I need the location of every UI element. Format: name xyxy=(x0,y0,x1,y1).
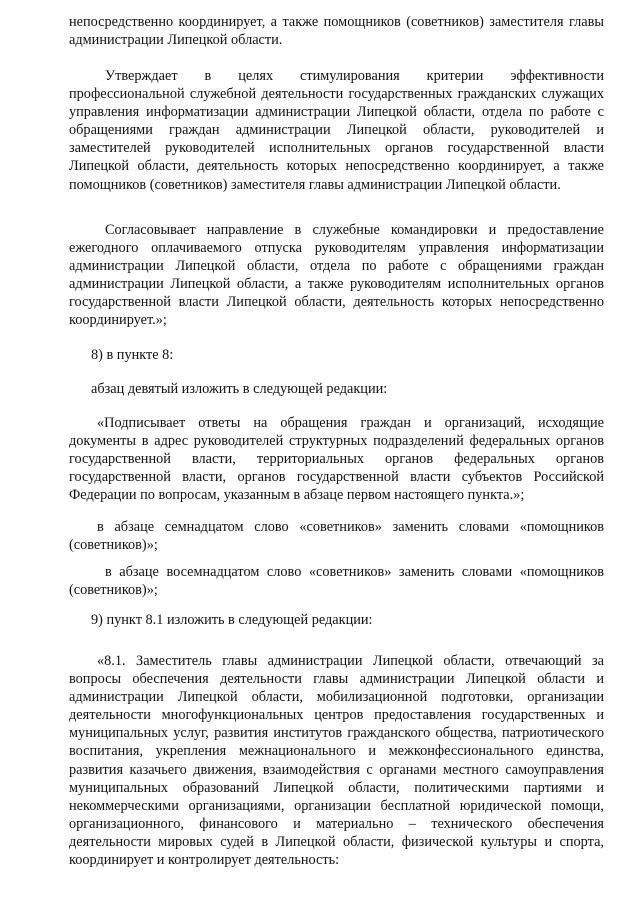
paragraph-abzac-9: абзац девятый изложить в следующей редакции: xyxy=(91,381,388,397)
paragraph-criteria: Утверждает в целях стимулирования критерии эффективности профессиональной служебной деятельности государственных гражданских служащих управления информатизации администрации Липецкой области, отдела по работе с обращениями граждан администрации Липецкой области, руководителей и заместителей руководителей исполнительных органов государственной власти Липецкой области, деятельность которых непосредственно координирует, а также помощников (советников) заместителя главы администрации Липецкой области. xyxy=(69,68,604,193)
paragraph-item-8: 8) в пункте 8: xyxy=(91,347,174,363)
paragraph-abzac-17: в абзаце семнадцатом слово «советников» заменить словами «помощников (советников)»; xyxy=(69,519,604,554)
paragraph-item-9: 9) пункт 8.1 изложить в следующей редакции: xyxy=(91,612,373,628)
paragraph-abzac-18: в абзаце восемнадцатом слово «советников» заменить словами «помощников (советников)»; xyxy=(69,564,604,599)
paragraph-continuation: непосредственно координирует, а также помощников (советников) заместителя главы администрации Липецкой области. xyxy=(69,14,604,49)
paragraph-signs-responses: «Подписывает ответы на обращения граждан и организаций, исходящие документы в адрес руководителей структурных подразделений федеральных органов государственной власти, территориальных органов федеральных органов государственной власти, органов государственной власти субъектов Российской Федерации по вопросам, указанным в абзаце первом настоящего пункта.»; xyxy=(69,415,604,504)
paragraph-item-8-1: «8.1. Заместитель главы администрации Липецкой области, отвечающий за вопросы обеспечения деятельности главы администрации Липецкой области и администрации Липецкой области, мобилизационной подготовки, организации деятельности многофункциональных центров предоставления государственных и муниципальных услуг, развития институтов гражданского общества, патриотического воспитания, укрепления межнационального и межконфессионального единства, развития казачьего движения, взаимодействия с органами местного самоуправления муниципальных образований Липецкой области, политическими партиями и некоммерческими организациями, организации бесплатной юридической помощи, организационного, финансового и материально – технического обеспечения деятельности мировых судей в Липецкой области, физической культуры и спорта, координирует и контролирует деятельность: xyxy=(69,653,604,869)
paragraph-business-trips: Согласовывает направление в служебные командировки и предоставление ежегодного оплачиваемого отпуска руководителям управления информатизации администрации Липецкой области, отдела по работе с обращениями граждан администрации Липецкой области, а также руководителям исполнительных органов государственной власти Липецкой области, деятельность которых непосредственно координирует.»; xyxy=(69,222,604,329)
